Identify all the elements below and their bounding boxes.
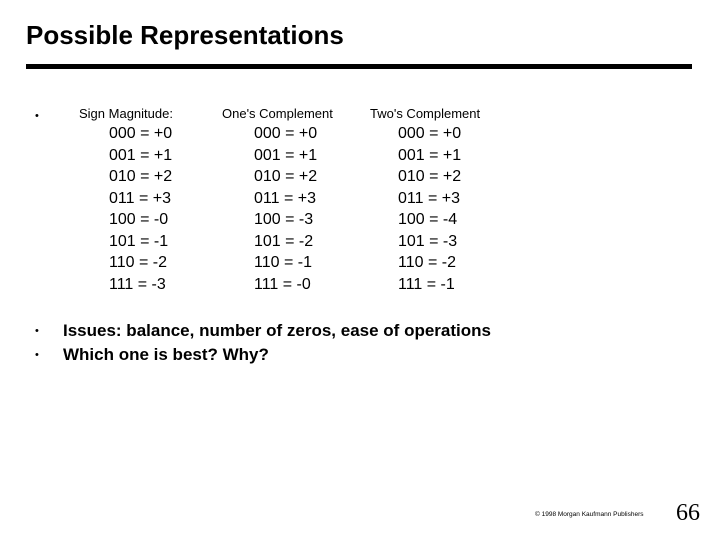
list-item: 000 = +0 [254,125,318,142]
list-item: 001 = +1 [109,146,173,164]
twos-complement-list [398,123,461,295]
list-item: 101 = -3 [398,232,458,250]
bullet-issues: Issues: balance, number of zeros, ease of operations [63,321,491,340]
copyright-notice: © 1998 Morgan Kaufmann Publishers [535,511,644,518]
page-number: 66 [676,500,700,526]
list-item: 100 = -4 [398,211,458,228]
list-item: 001 = +1 [254,146,318,164]
list-item: 100 = -3 [254,211,314,228]
list-item: 010 = +2 [254,168,318,185]
list-item: 110 = -1 [254,254,312,271]
ones-complement-list [254,123,317,295]
column-header-sign-magnitude: Sign Magnitude: [79,106,173,121]
list-item: 101 = -1 [109,232,169,250]
slide-title: Possible Representations [26,20,344,50]
list-item: 110 = -2 [398,254,456,271]
column-header-twos-complement: Two's Complement [370,106,481,121]
list-item: 001 = +1 [398,146,462,164]
list-item: 010 = +2 [109,168,173,185]
list-item: 101 = -2 [254,232,314,250]
list-item: 111 = -1 [398,275,455,293]
list-item: 111 = -3 [109,275,166,293]
column-header-ones-complement: One's Complement [222,106,333,121]
sign-magnitude-list [109,123,172,295]
list-item: 011 = +3 [398,189,460,207]
list-item: 000 = +0 [109,125,173,142]
list-item: 100 = -0 [109,211,169,228]
list-item: 110 = -2 [109,254,167,271]
bullet-marker: • [35,325,39,337]
bullet-question: Which one is best? Why? [63,345,269,364]
list-item: 011 = +3 [109,189,171,207]
bullet-marker: • [35,349,39,361]
list-item: 111 = -0 [254,275,311,293]
list-item: 000 = +0 [398,125,462,142]
list-item: 011 = +3 [254,189,316,207]
bullet-marker: • [35,110,39,122]
title-underline [26,64,692,69]
list-item: 010 = +2 [398,168,462,185]
